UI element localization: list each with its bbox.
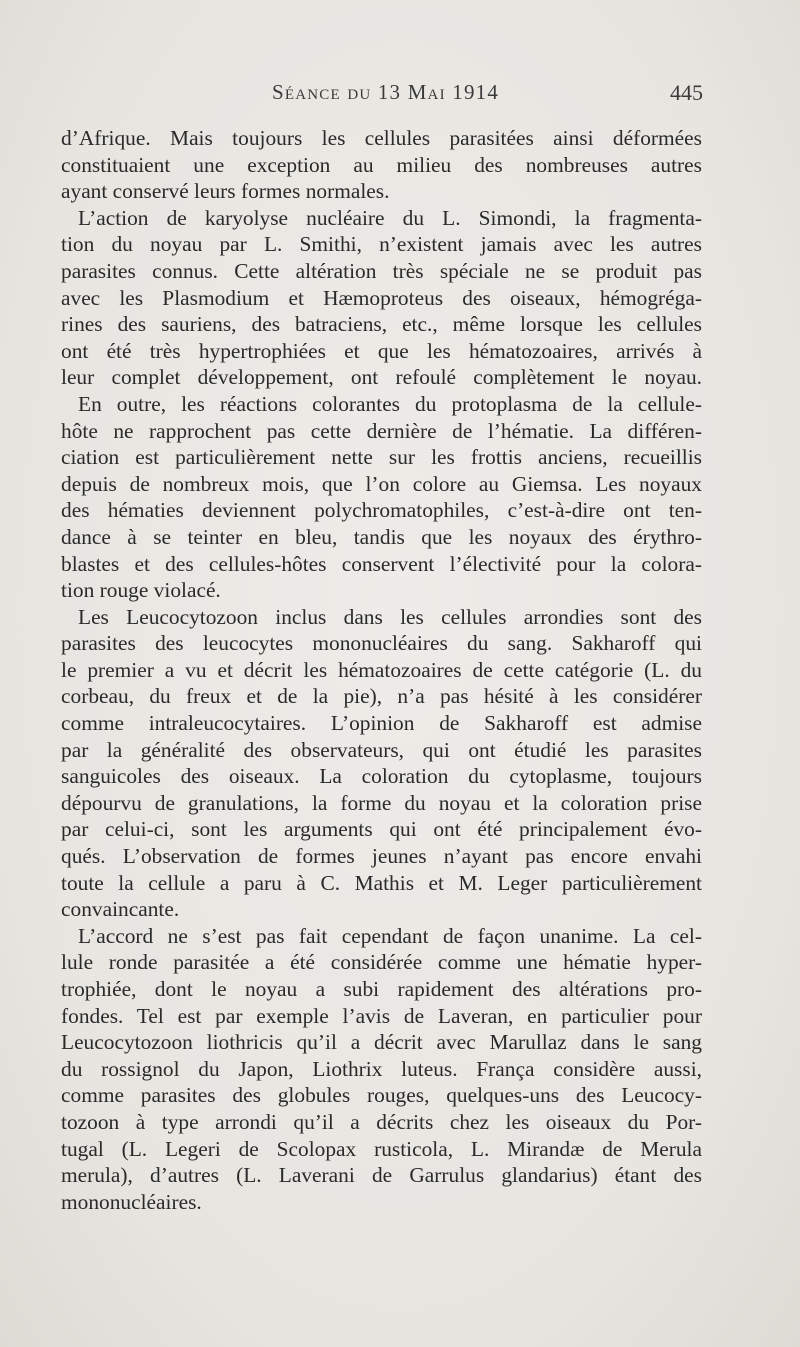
running-head: Séance du 13 Mai 1914 xyxy=(272,80,500,104)
text-line: fondes. Tel est par exemple l’avis de Laveran, en particulier pour xyxy=(61,1003,702,1028)
text-line: depuis de nombreux mois, que l’on colore au Giemsa. Les noyaux xyxy=(61,471,702,496)
text-line: merula), d’autres (L. Laverani de Garrulus glandarius) étant des xyxy=(61,1163,702,1188)
page-header xyxy=(0,76,800,110)
text-line: En outre, les réactions colorantes du protoplasma de la cellule- xyxy=(78,391,702,416)
text-line: parasites connus. Cette altération très spéciale ne se produit pas xyxy=(61,258,702,283)
text-line: sanguicoles des oiseaux. La coloration du cytoplasme, toujours xyxy=(61,764,702,789)
text-line: par celui-ci, sont les arguments qui ont été principalement évo- xyxy=(61,817,702,842)
text-line: convaincante. xyxy=(61,897,180,922)
text-line: blastes et des cellules-hôtes conservent l’électivité pour la colora- xyxy=(61,551,702,576)
text-line: comme intraleucocytaires. L’opinion de Sakharoff est admise xyxy=(61,711,702,736)
text-line: parasites des leucocytes mononucléaires du sang. Sakharoff qui xyxy=(61,631,702,656)
page-number: 445 xyxy=(670,80,703,105)
text-line: dépourvu de granulations, la forme du noyau et la coloration prise xyxy=(61,790,702,815)
text-line: corbeau, du freux et de la pie), n’a pas hésité à les considérer xyxy=(61,684,702,709)
text-line: du rossignol du Japon, Liothrix luteus. França considère aussi, xyxy=(61,1056,702,1081)
text-line: mononucléaires. xyxy=(61,1189,202,1214)
text-line: ont été très hypertrophiées et que les hématozoaires, arrivés à xyxy=(61,338,702,363)
text-line: constituaient une exception au milieu des nombreuses autres xyxy=(61,152,702,177)
text-line: ayant conservé leurs formes normales. xyxy=(61,179,390,204)
text-line: dance à se teinter en bleu, tandis que les noyaux des érythro- xyxy=(61,524,702,549)
text-line: tion du noyau par L. Smithi, n’existent jamais avec les autres xyxy=(61,232,702,257)
text-line: L’action de karyolyse nucléaire du L. Simondi, la fragmenta- xyxy=(78,205,702,230)
text-line: le premier a vu et décrit les hématozoaires de cette catégorie (L. du xyxy=(61,657,702,682)
text-line: ciation est particulièrement nette sur les frottis anciens, recueillis xyxy=(61,445,702,470)
text-line: trophiée, dont le noyau a subi rapidement des altérations pro- xyxy=(61,977,702,1001)
text-line: par la généralité des observateurs, qui ont étudié les parasites xyxy=(61,737,702,762)
text-line: rines des sauriens, des batraciens, etc., même lorsque les cellules xyxy=(61,312,702,337)
text-line: toute la cellule a paru à C. Mathis et M. Leger particulièrement xyxy=(61,870,702,895)
text-line: d’Afrique. Mais toujours les cellules parasitées ainsi déformées xyxy=(61,126,702,150)
text-line: Leucocytozoon liothricis qu’il a décrit avec Marullaz dans le sang xyxy=(61,1030,702,1055)
text-line: qués. L’observation de formes jeunes n’ayant pas encore envahi xyxy=(61,844,702,869)
text-line: tion rouge violacé. xyxy=(61,578,221,603)
text-line: leur complet développement, ont refoulé complètement le noyau. xyxy=(61,365,702,390)
text-line: lule ronde parasitée a été considérée comme une hématie hyper- xyxy=(61,950,702,975)
text-line: avec les Plasmodium et Hæmoproteus des oiseaux, hémogréga- xyxy=(61,285,702,310)
text-line: hôte ne rapprochent pas cette dernière de l’hématie. La différen- xyxy=(61,418,702,443)
text-line: tozoon à type arrondi qu’il a décrits chez les oiseaux du Por- xyxy=(61,1109,702,1134)
text-line: tugal (L. Legeri de Scolopax rusticola, L. Mirandæ de Merula xyxy=(61,1136,702,1161)
text-line: Les Leucocytozoon inclus dans les cellules arrondies sont des xyxy=(78,604,702,629)
text-line: comme parasites des globules rouges, quelques-uns des Leucocy- xyxy=(61,1083,702,1108)
text-line: des hématies deviennent polychromatophiles, c’est-à-dire ont ten- xyxy=(61,498,702,523)
body-text xyxy=(61,125,702,1215)
text-line: L’accord ne s’est pas fait cependant de façon unanime. La cel- xyxy=(78,923,702,948)
